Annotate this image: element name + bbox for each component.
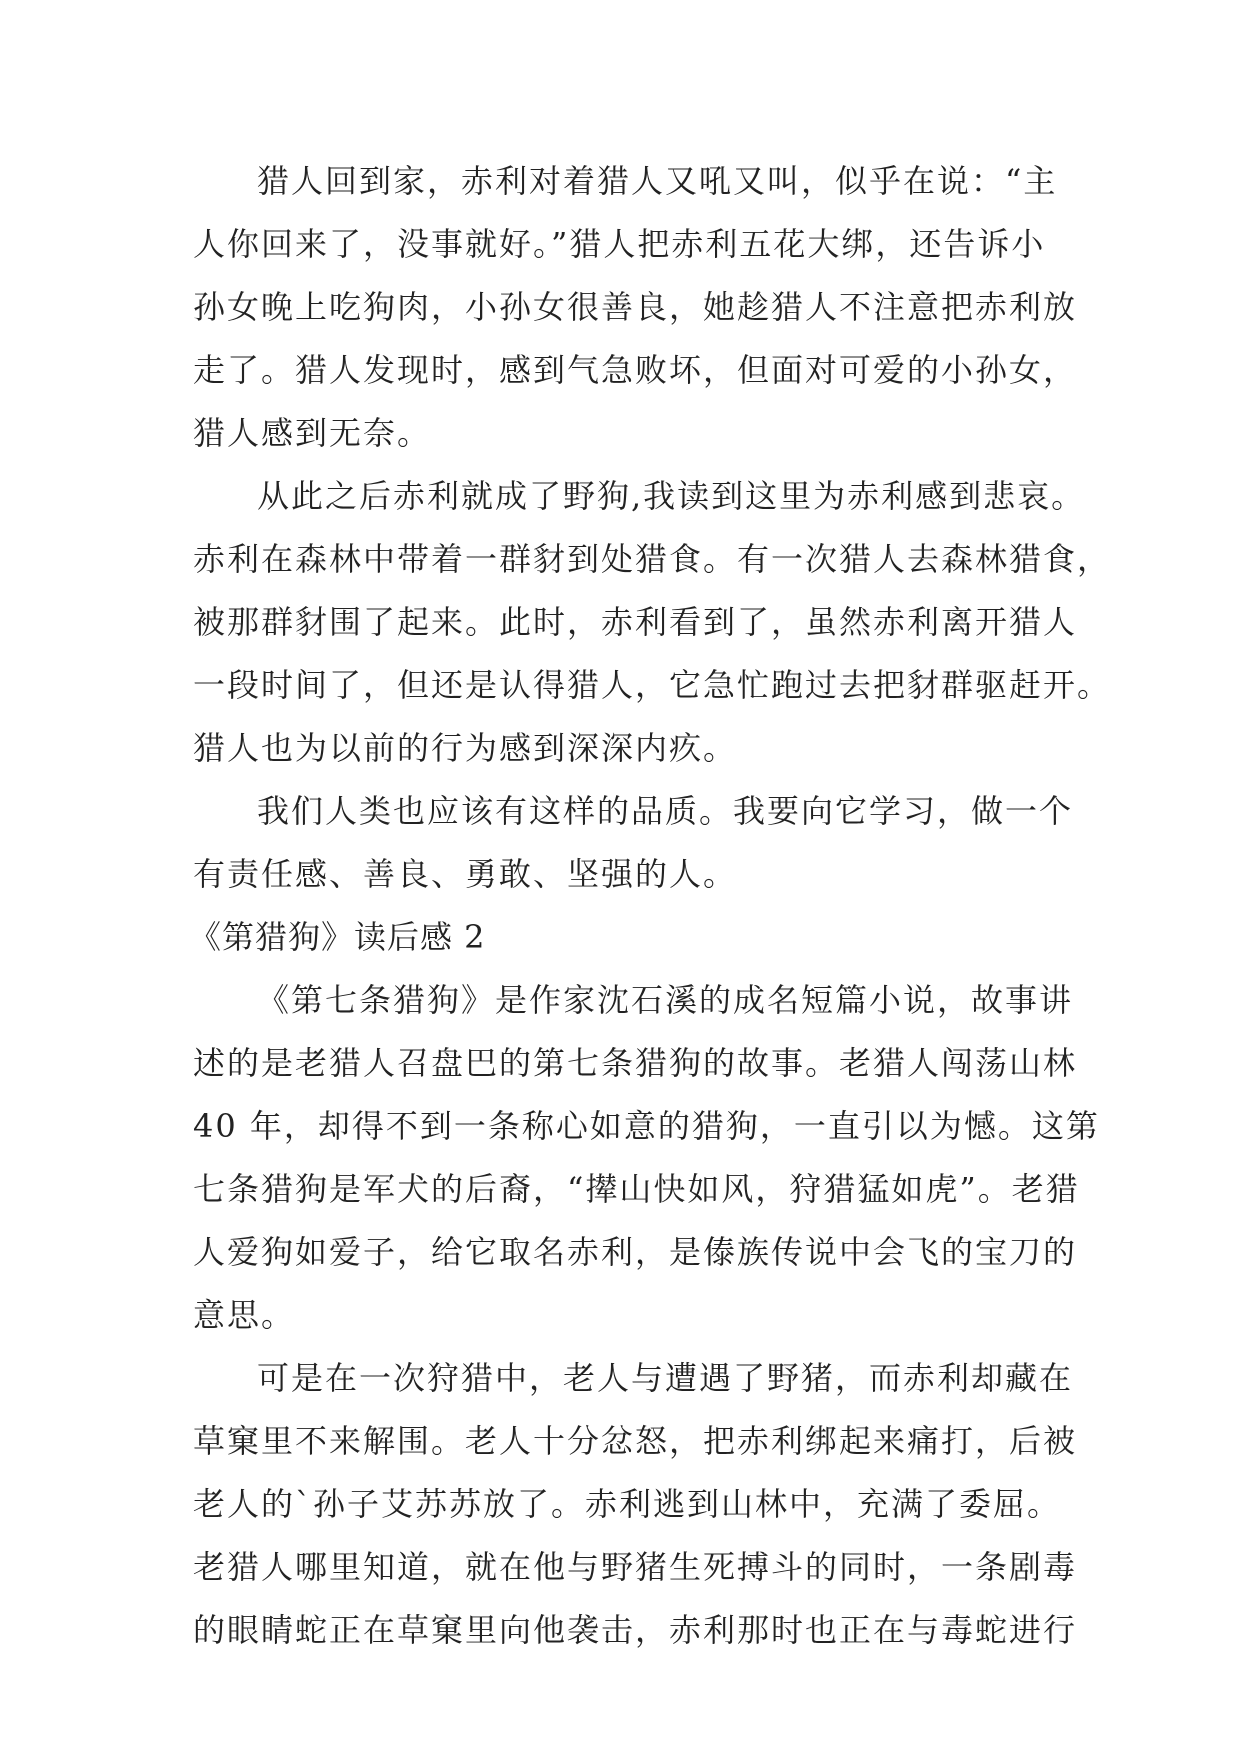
paragraph-line: 我们人类也应该有这样的品质。我要向它学习，做一个 [257, 792, 1074, 830]
paragraph-line: 人你回来了，没事就好。”猎人把赤利五花大绑，还告诉小 [193, 225, 1046, 263]
paragraph-line: 猎人也为以前的行为感到深深内疚。 [193, 729, 738, 767]
paragraph-line: 《第七条猎狗》是作家沈石溪的成名短篇小说，故事讲 [257, 981, 1074, 1019]
paragraph-line: 走了。猎人发现时，感到气急败坏，但面对可爱的小孙女， [193, 351, 1078, 389]
paragraph-1 [193, 150, 1078, 465]
paragraph-line: 述的是老猎人召盘巴的第七条猎狗的故事。老猎人闯荡山林 [193, 1044, 1078, 1082]
paragraph-line: 一段时间了，但还是认得猎人，它急忙跑过去把豺群驱赶开。 [193, 666, 1112, 704]
paragraph-2 [193, 465, 1112, 780]
paragraph-line: 意思。 [193, 1296, 296, 1334]
paragraph-5 [193, 1347, 1078, 1662]
paragraph-line: 猎人回到家，赤利对着猎人又吼又叫，似乎在说：“主 [257, 162, 1058, 200]
paragraph-line: 猎人感到无奈。 [193, 414, 432, 452]
paragraph-line: 被那群豺围了起来。此时，赤利看到了，虽然赤利离开猎人 [193, 603, 1078, 641]
paragraph-3 [193, 780, 1074, 906]
paragraph-line: 赤利在森林中带着一群豺到处猎食。有一次猎人去森林猎食， [193, 540, 1112, 578]
section-heading: 《第猎狗》读后感 2 [189, 918, 486, 956]
paragraph-line: 孙女晚上吃狗肉，小孙女很善良，她趁猎人不注意把赤利放 [193, 288, 1078, 326]
paragraph-line: 有责任感、善良、勇敢、坚强的人。 [193, 855, 738, 893]
document-page [189, 150, 1112, 1662]
paragraph-line: 人爱狗如爱子，给它取名赤利，是傣族传说中会飞的宝刀的 [193, 1233, 1078, 1271]
paragraph-line: 40 年，却得不到一条称心如意的猎狗，一直引以为憾。这第 [193, 1107, 1100, 1145]
paragraph-4 [193, 969, 1100, 1347]
paragraph-line: 草窠里不来解围。老人十分忿怒，把赤利绑起来痛打，后被 [193, 1422, 1078, 1460]
paragraph-line: 七条猎狗是军犬的后裔，“撵山快如风，狩猎猛如虎”。老猎 [193, 1170, 1080, 1208]
paragraph-line: 老猎人哪里知道，就在他与野猪生死搏斗的同时，一条剧毒 [193, 1548, 1078, 1586]
paragraph-line: 老人的`孙子艾苏苏放了。赤利逃到山林中，充满了委屈。 [193, 1485, 1062, 1523]
paragraph-line: 可是在一次狩猎中，老人与遭遇了野猪，而赤利却藏在 [257, 1359, 1074, 1397]
paragraph-line: 的眼睛蛇正在草窠里向他袭击，赤利那时也正在与毒蛇进行 [193, 1611, 1078, 1649]
paragraph-line: 从此之后赤利就成了野狗,我读到这里为赤利感到悲哀。 [257, 477, 1086, 515]
